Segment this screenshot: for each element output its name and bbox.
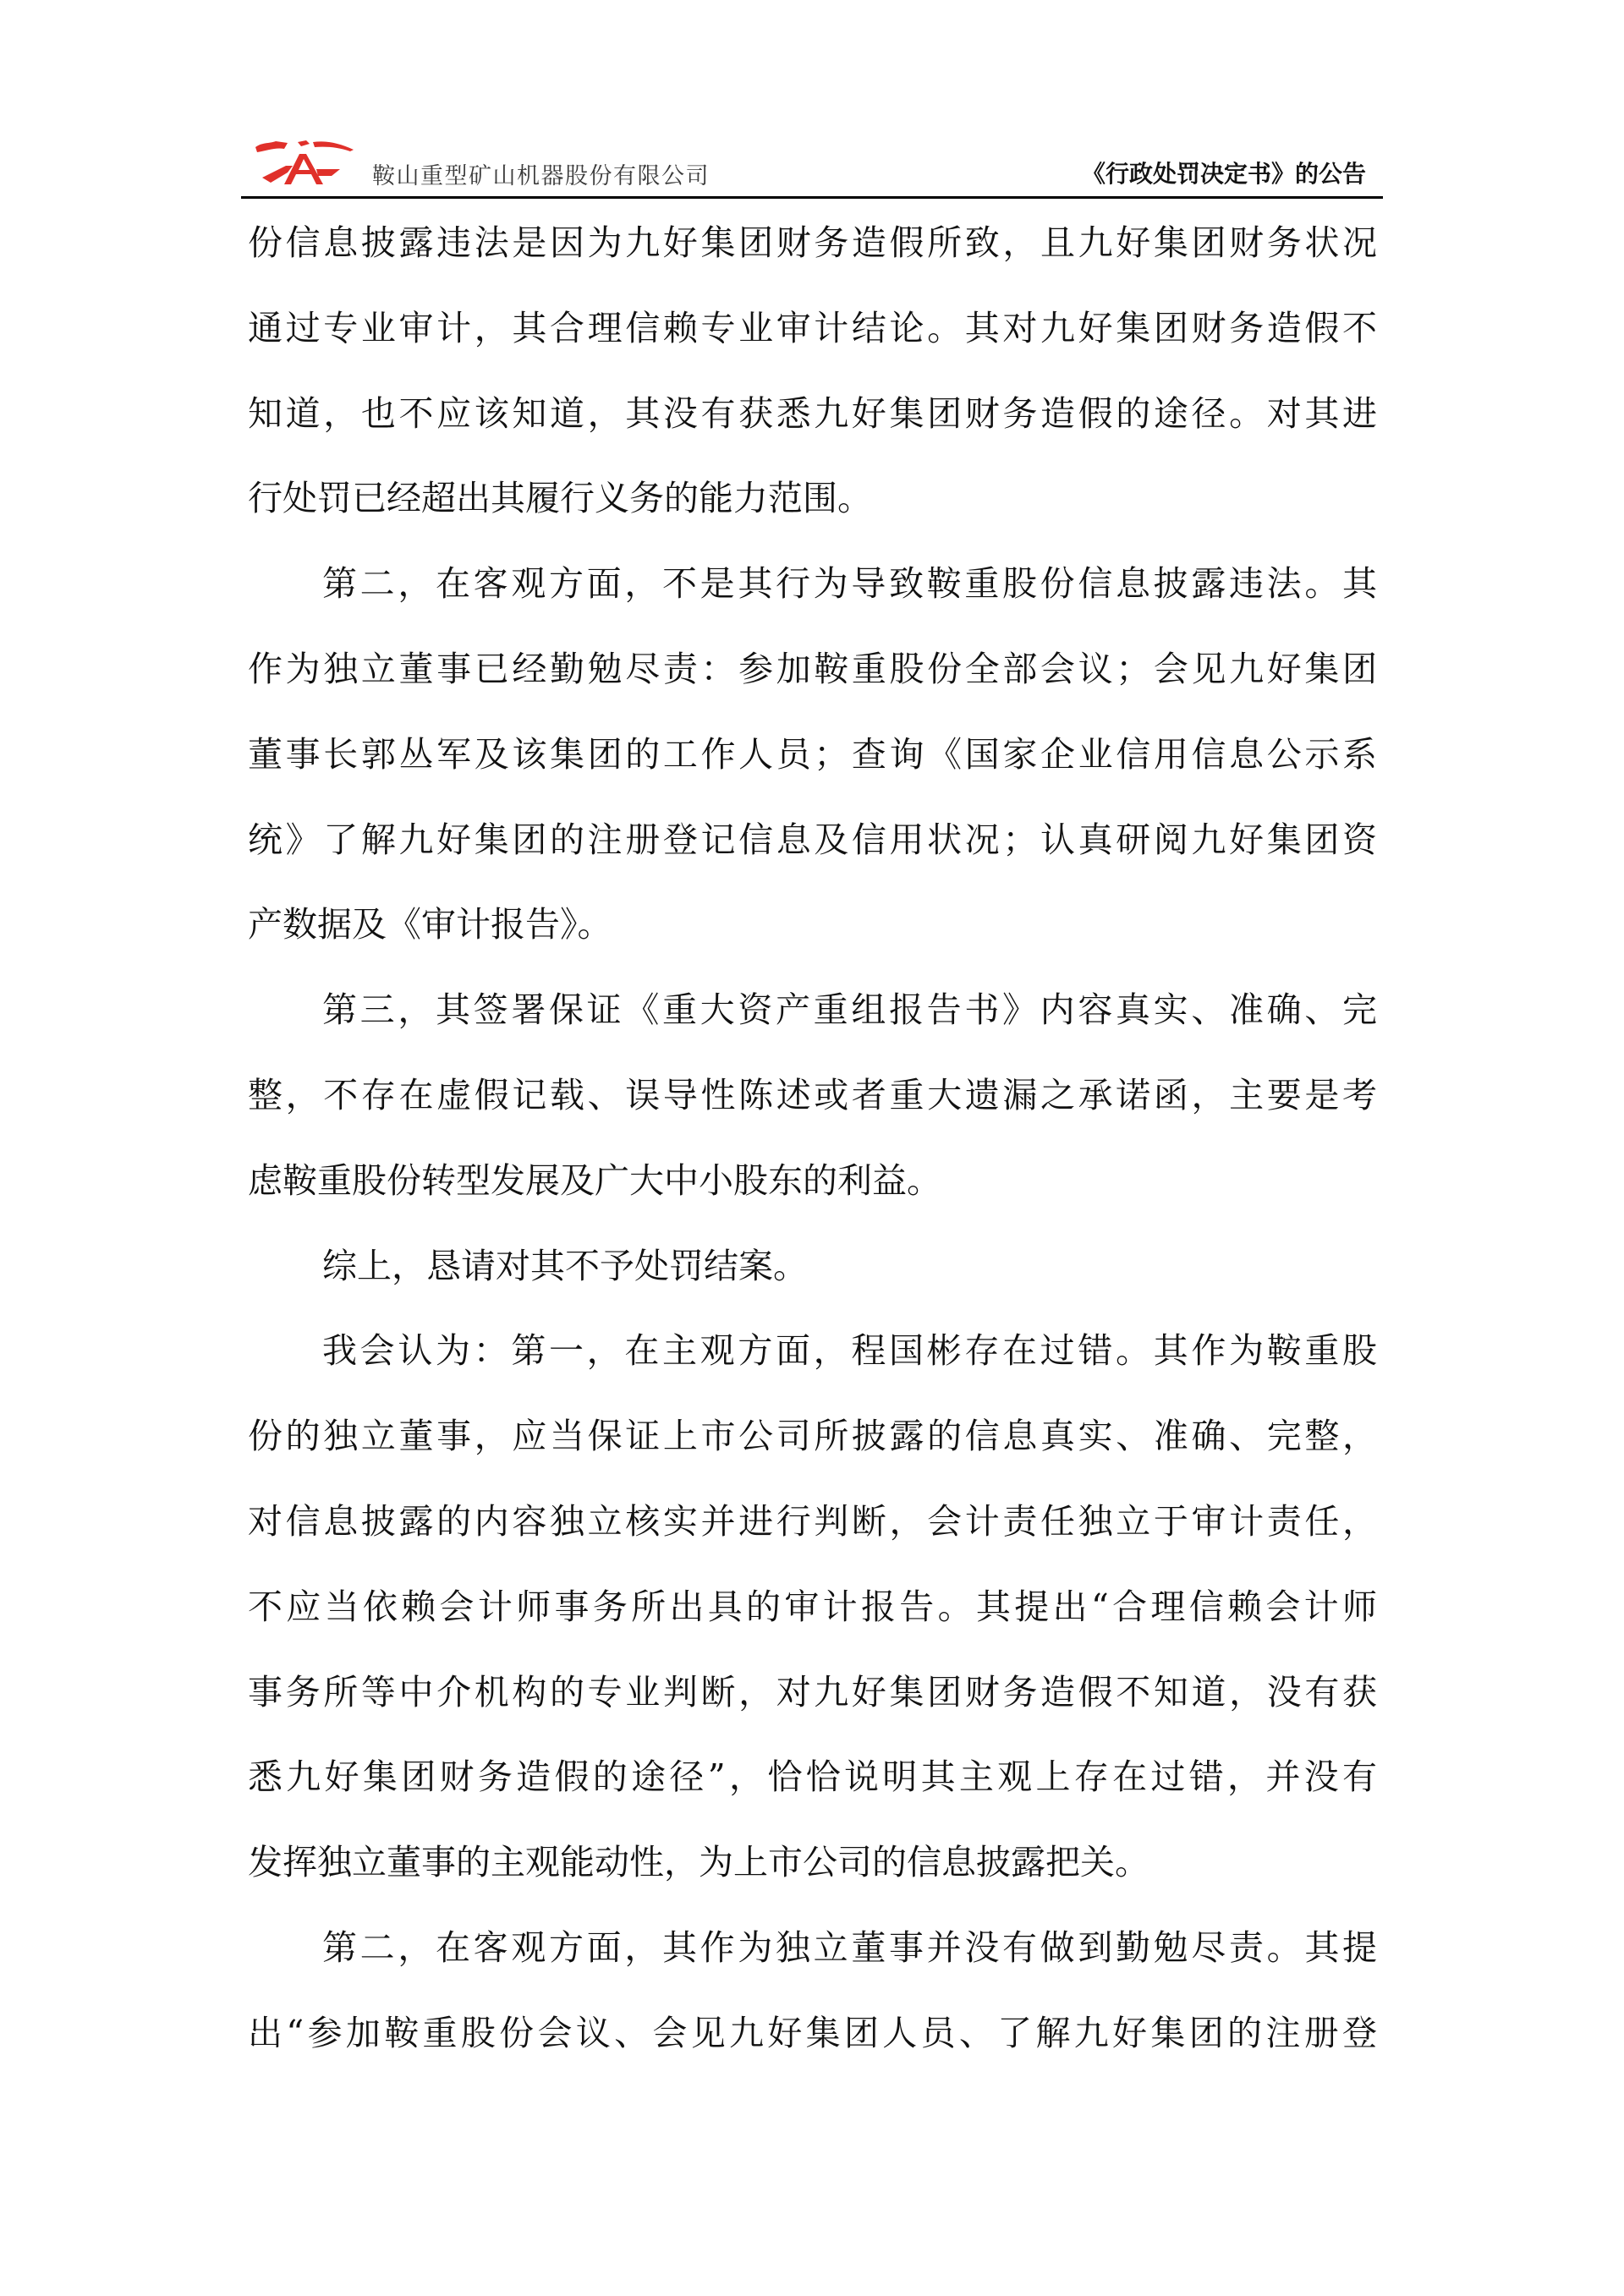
document-title: 《行政处罚决定书》的公告 xyxy=(1081,160,1366,188)
paragraph-start-line: 第二，在客观方面，不是其行为导致鞍重股份信息披露违法。其 xyxy=(322,563,1377,605)
text-line: 对信息披露的内容独立核实并进行判断，会计责任独立于审计责任， xyxy=(248,1500,1377,1542)
text-line: 事务所等中介机构的专业判断，对九好集团财务造假不知道，没有获 xyxy=(248,1671,1377,1712)
paragraph-start-line: 第二，在客观方面，其作为独立董事并没有做到勤勉尽责。其提 xyxy=(322,1926,1377,1968)
company-logo-icon xyxy=(250,135,360,188)
paragraph-start-line: 综上，恳请对其不予处罚结案。 xyxy=(322,1245,808,1286)
text-line: 作为独立董事已经勤勉尽责：参加鞍重股份全部会议；会见九好集团 xyxy=(248,648,1377,689)
text-line: 知道，也不应该知道，其没有获悉九好集团财务造假的途径。对其进 xyxy=(248,392,1377,434)
text-line: 悉九好集团财务造假的途径”，恰恰说明其主观上存在过错，并没有 xyxy=(248,1756,1377,1798)
text-line: 产数据及《审计报告》。 xyxy=(248,904,612,945)
text-line: 统》了解九好集团的注册登记信息及信用状况；认真研阅九好集团资 xyxy=(248,819,1377,860)
text-line: 发挥独立董事的主观能动性，为上市公司的信息披露把关。 xyxy=(248,1842,1149,1883)
text-line: 不应当依赖会计师事务所出具的审计报告。其提出“合理信赖会计师 xyxy=(248,1586,1377,1627)
company-name: 鞍山重型矿山机器股份有限公司 xyxy=(372,163,710,189)
text-line: 董事长郭丛军及该集团的工作人员；查询《国家企业信用信息公示系 xyxy=(248,733,1377,775)
paragraph-start-line: 我会认为：第一，在主观方面，程国彬存在过错。其作为鞍重股 xyxy=(322,1330,1377,1372)
document-body xyxy=(248,218,1377,2094)
text-line: 整，不存在虚假记载、误导性陈述或者重大遗漏之承诺函，主要是考 xyxy=(248,1074,1377,1115)
text-line: 行处罚已经超出其履行义务的能力范围。 xyxy=(248,478,872,519)
header-divider xyxy=(241,196,1383,199)
text-line: 份信息披露违法是因为九好集团财务造假所致，且九好集团财务状况 xyxy=(248,222,1377,263)
text-line: 虑鞍重股份转型发展及广大中小股东的利益。 xyxy=(248,1159,941,1201)
text-line: 出“参加鞍重股份会议、会见九好集团人员、了解九好集团的注册登 xyxy=(248,2012,1377,2053)
text-line: 通过专业审计，其合理信赖专业审计结论。其对九好集团财务造假不 xyxy=(248,307,1377,348)
text-line: 份的独立董事，应当保证上市公司所披露的信息真实、准确、完整， xyxy=(248,1416,1377,1457)
paragraph-start-line: 第三，其签署保证《重大资产重组报告书》内容真实、准确、完 xyxy=(322,989,1377,1031)
